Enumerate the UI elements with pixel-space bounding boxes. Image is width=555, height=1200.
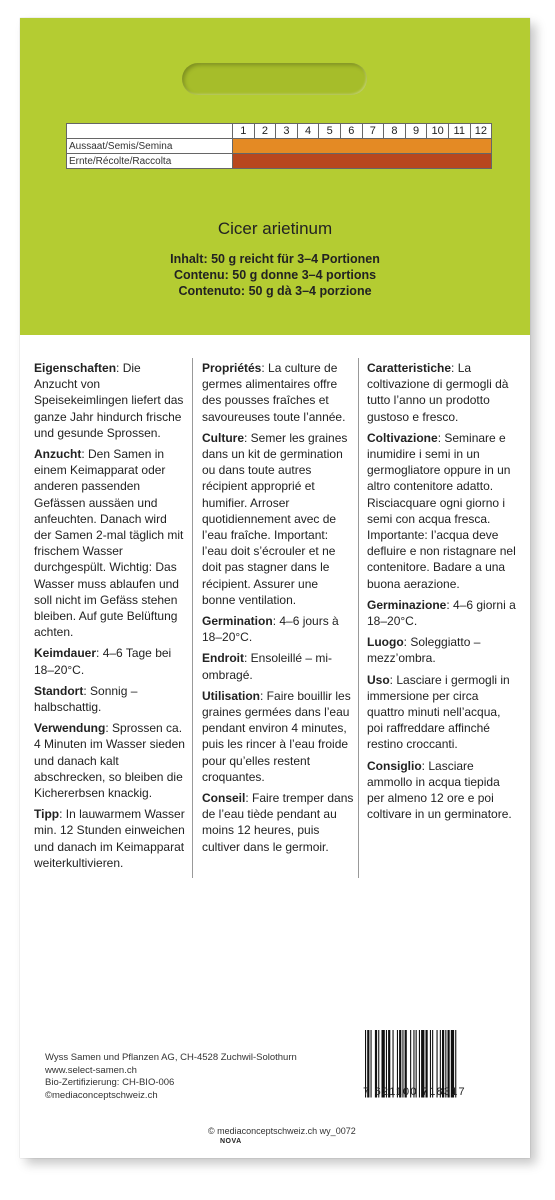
it-germinazione: Germinazione: 4–6 giorni a 18–20°C. — [367, 597, 516, 629]
fr-culture: Culture: Semer les graines dans un kit de germination ou dans toute autres récipient approprié et humifier. Arroser quotidiennement avec de l’eau fraîche. Important: l’eau doit s’écrouler et ne doit pas stagner dans le récipient. Assurer une bonne ventilation. — [202, 430, 348, 607]
column-italian — [367, 360, 519, 827]
column-french — [202, 360, 354, 860]
copyright-line: © mediaconceptschweiz.ch wy_0072 — [208, 1126, 356, 1136]
month-3: 3 — [276, 124, 298, 139]
month-6: 6 — [340, 124, 362, 139]
month-2: 2 — [254, 124, 276, 139]
fr-proprietes: Propriétés: La culture de germes alimentaires offre des pousses fraîches et savoureuses toute l’année. — [202, 361, 346, 424]
month-8: 8 — [384, 124, 406, 139]
de-eigenschaften: Eigenschaften: Die Anzucht von Speisekeimlingen liefert das ganze Jahr hindurch frische und gesunde Sprossen. — [34, 361, 184, 440]
de-standort: Standort: Sonnig – halbschattig. — [34, 683, 138, 715]
contents-info — [20, 251, 530, 299]
de-tipp: Tipp: In lauwarmem Wasser min. 12 Stunden einweichen und danach im Keimapparat weiterkultivieren. — [34, 807, 185, 870]
month-7: 7 — [362, 124, 384, 139]
column-divider-1 — [192, 358, 193, 878]
species-title: Cicer arietinum — [217, 219, 333, 238]
column-divider-2 — [358, 358, 359, 878]
month-9: 9 — [405, 124, 427, 139]
header-panel — [20, 18, 530, 335]
sowing-label: Aussaat/Semis/Semina — [67, 139, 233, 154]
harvest-bar — [233, 154, 492, 169]
contents-de: Inhalt: 50 g reicht für 3–4 Portionen — [170, 252, 380, 266]
month-5: 5 — [319, 124, 341, 139]
seed-packet-back — [20, 18, 530, 1158]
calendar-corner — [67, 124, 233, 139]
it-luogo: Luogo: Soleggiatto – mezz’ombra. — [367, 635, 481, 666]
it-consiglio: Consiglio: Lasciare ammollo in acqua tiepida per almeno 12 ore e poi coltivare in un germinatore. — [367, 758, 512, 822]
bio-certification: Bio-Zertifizierung: CH-BIO-006 — [45, 1077, 175, 1088]
sowing-row — [67, 139, 492, 154]
barcode-number: 7 621100 718317 — [363, 1086, 466, 1098]
company-address: Wyss Samen und Pflanzen AG, CH-4528 Zuchwil-Solothurn — [45, 1052, 297, 1063]
contents-it: Contenuto: 50 g dà 3–4 porzione — [178, 284, 372, 298]
company-website: www.select-samen.ch — [45, 1064, 137, 1076]
column-german — [34, 360, 186, 876]
nova-logo: NOVA — [220, 1138, 242, 1145]
harvest-row — [67, 154, 492, 169]
month-11: 11 — [448, 124, 470, 139]
it-coltivazione: Coltivazione: Seminare e inumidire i semi in un germogliatore oppure in un altro contenitore adatto. Risciacquare ogni giorno i semi con acqua fresca. Importante: l’acqua deve defluire e non ristagnare nel contenitore. Badare a una buona aerazione. — [367, 430, 516, 591]
fr-endroit: Endroit: Ensoleillé – mi-ombragé. — [202, 651, 333, 682]
de-verwendung: Verwendung: Sprossen ca. 4 Minuten im Wasser sieden und danach kalt abschrecken, so bleiben die Kichererbsen knackig. — [34, 721, 185, 801]
month-12: 12 — [470, 124, 492, 139]
month-1: 1 — [233, 124, 255, 139]
fr-utilisation: Utilisation: Faire bouillir les graines germées dans l’eau pendant environ 4 minutes, puis les rincer à l’eau froide pour qu’elles restent croquantes. — [202, 688, 351, 784]
month-10: 10 — [427, 124, 449, 139]
it-caratteristiche: Caratteristiche: La coltivazione di germogli dà tutto l’anno un prodotto gustoso e fresco. — [367, 361, 509, 424]
de-keimdauer: Keimdauer: 4–6 Tage bei 18–20°C. — [34, 646, 172, 677]
design-credit: ©mediaconceptschweiz.ch — [45, 1089, 158, 1101]
hang-hole — [182, 63, 367, 95]
it-uso: Uso: Lasciare i germogli in immersione per circa quattro minuti nell’acqua, poi raffreddare affinché restino croccanti. — [367, 672, 510, 752]
harvest-label: Ernte/Récolte/Raccolta — [67, 154, 233, 169]
calendar-month-row — [67, 124, 492, 139]
sowing-calendar — [66, 123, 492, 169]
sowing-bar — [233, 139, 492, 154]
contents-fr: Contenu: 50 g donne 3–4 portions — [173, 268, 377, 282]
de-anzucht: Anzucht: Den Samen in einem Keimapparat oder anderen passenden Gefässen aussäen und anfeuchten. Danach wird der Samen 2-mal täglich mit frischem Wasser durchgespült. Wichtig: Das Wasser muss ablaufen und soll nicht im Gefäss stehen bleiben. Auf gute Belüftung achten. — [34, 447, 184, 640]
fr-germination: Germination: 4–6 jours à 18–20°C. — [202, 614, 339, 645]
month-4: 4 — [297, 124, 319, 139]
fr-conseil: Conseil: Faire tremper dans de l’eau tiède pendant au moins 12 heures, puis cultiver dans le germoir. — [202, 791, 354, 854]
company-info — [45, 1052, 297, 1102]
